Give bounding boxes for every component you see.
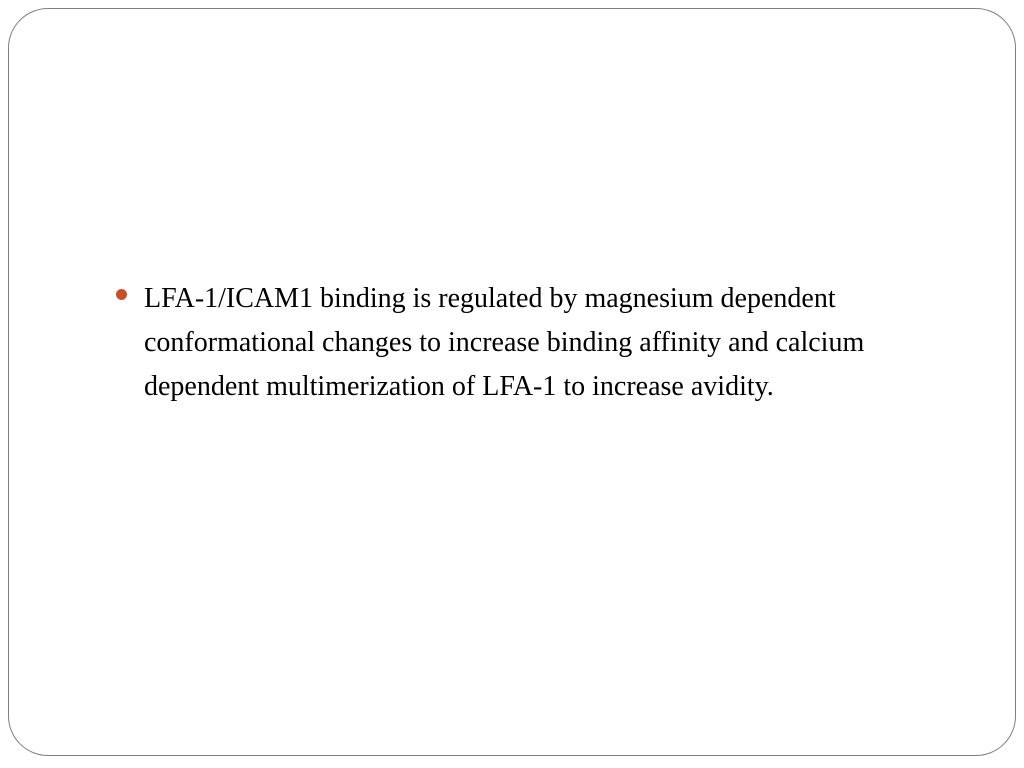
bullet-list	[108, 277, 958, 409]
bullet-item	[108, 277, 958, 409]
bullet-text: LFA-1/ICAM1 binding is regulated by magnesium dependent conformational changes to increase binding affinity and calcium dependent multimerization of LFA-1 to increase avidity.	[144, 283, 865, 402]
bullet-dot-icon	[116, 289, 127, 300]
